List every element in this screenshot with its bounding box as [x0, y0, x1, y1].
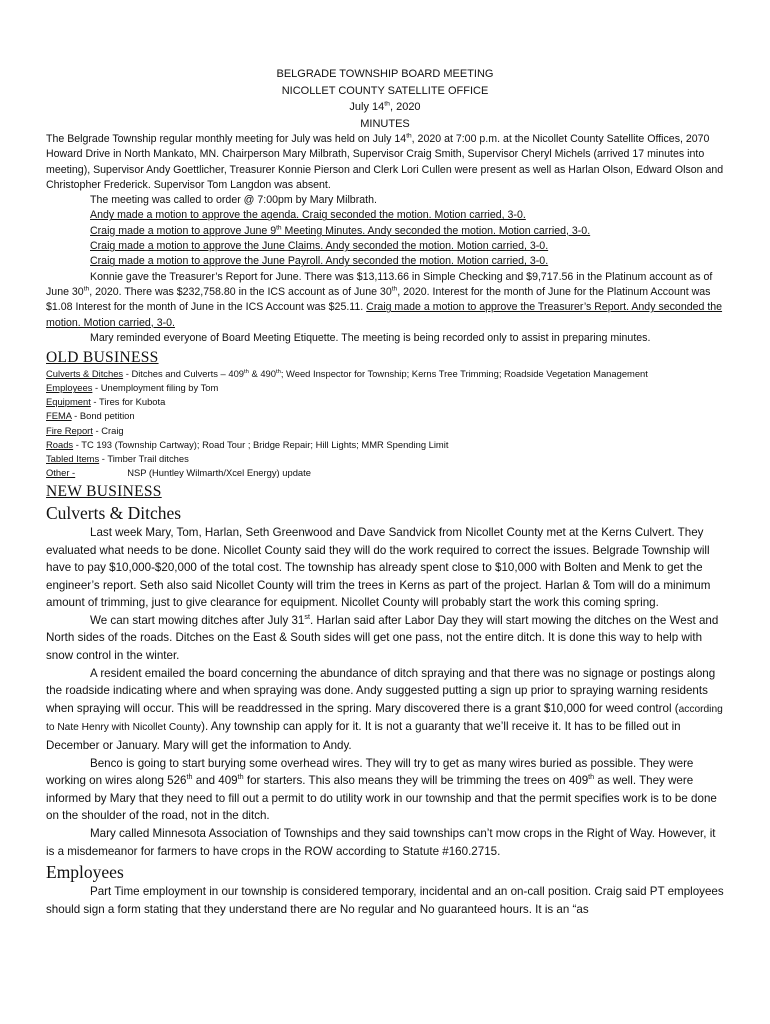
old-business-list: [46, 367, 724, 480]
employees-paragraph-1: Part Time employment in our township is considered temporary, incidental and an on-call position. Craig said PT employees should sign a form stating that they understand there are No regular and No guaranteed hours. It is an “as: [46, 885, 724, 916]
old-item-culverts: Culverts & Ditches - Ditches and Culverts – 409th & 490th; Weed Inspector for Township; Kerns Tree Trimming; Roadside Vegetation Management: [46, 368, 648, 380]
header-minutes: MINUTES: [360, 117, 410, 130]
new-business-heading: NEW BUSINESS: [46, 482, 162, 500]
etiquette-note: Mary reminded everyone of Board Meeting Etiquette. The meeting is being recorded only to assist in preparing minutes.: [90, 331, 651, 344]
old-item-fire-report: Fire Report - Craig: [46, 424, 124, 436]
old-business-heading: OLD BUSINESS: [46, 349, 159, 367]
old-item-roads: Roads - TC 193 (Township Cartway); Road Tour ; Bridge Repair; Hill Lights; MMR Spending Limit: [46, 438, 449, 450]
culverts-paragraph-1: Last week Mary, Tom, Harlan, Seth Greenwood and Dave Sandvick from Nicollet County met at the Kerns Culvert. They evaluated what needs to be done. Nicollet County said they will do the work required to correct the issues. Belgrade Township will have to pay $10,000-$20,000 of the total cost. The township has already spent close to $10,000 with Bolten and Menk to get the engineer’s report. Seth also said Nicollet County will trim the trees in Kerns as part of the project. Harlan & Tom will do a minimum amount of trimming, just to give clearance for equipment. Nicollet County will probably start the work this coming spring.: [46, 525, 711, 610]
motion-minutes: Craig made a motion to approve June 9th Meeting Minutes. Andy seconded the motion. Motion carried, 3-0.: [90, 224, 591, 237]
motion-claims: Craig made a motion to approve the June Claims. Andy seconded the motion. Motion carried, 3-0.: [90, 240, 549, 253]
old-item-fema: FEMA - Bond petition: [46, 410, 135, 422]
called-to-order: The meeting was called to order @ 7:00pm by Mary Milbrath.: [90, 194, 377, 207]
header-date: July 14th, 2020: [349, 100, 421, 113]
motion-treasurer: Craig made a motion to approve the Treasurer’s Report. Andy seconded the motion. Motion carried, 3-0.: [46, 301, 723, 329]
culverts-heading: Culverts & Ditches: [46, 502, 182, 523]
motion-agenda: Andy made a motion to approve the agenda. Craig seconded the motion. Motion carried, 3-0.: [90, 209, 526, 222]
culverts-paragraph-5: Mary called Minnesota Association of Townships and they said townships can’t mow crops in the Right of Way. However, it is a misdemeanor for farmers to have crops in the ROW according to Statute #160.2715.: [46, 827, 716, 858]
document-page: [46, 66, 724, 918]
old-item-equipment: Equipment - Tires for Kubota: [46, 396, 166, 408]
culverts-paragraph-2: We can start mowing ditches after July 31st. Harlan said after Labor Day they will start mowing the ditches on the West and North sides of the roads. Ditches on the East & South sides will get one pass, not the entire ditch. It is done this way to help with snow control in the winter.: [46, 612, 719, 663]
old-item-employees: Employees - Unemployment filing by Tom: [46, 382, 219, 394]
employees-heading: Employees: [46, 862, 124, 883]
culverts-paragraph-3: A resident emailed the board concerning the abundance of ditch spraying and that there was no signage or postings along the roadside indicating where and when spraying was done. Andy suggested putting a sign up prior to spraying warning residents when spraying will occur. This will be readdressed in the spring. Mary discovered there is a grant $10,000 for weed control (according to Nate Henry with Nicollet County). Any township can apply for it. It is not a guaranty that we’ll receive it. It has to be filled out in December or January. Mary will get the information to Andy.: [46, 666, 723, 753]
old-item-tabled: Tabled Items - Timber Trail ditches: [46, 452, 189, 464]
document-header: [46, 66, 724, 132]
treasurer-report: Konnie gave the Treasurer’s Report for June. There was $13,113.66 in Simple Checking and $9,717.56 in the Platinum account as of June 30th, 2020. There was $232,758.80 in the ICS account as of June 30th, 2020. Interest for the month of June for the Platinum Account was $1.08 Interest for the month of June in the ICS Account was $25.11. Craig made a motion to approve the Treasurer’s Report. Andy seconded the motion. Motion carried, 3-0.: [46, 270, 723, 329]
old-item-other: Other - NSP (Huntley Wilmarth/Xcel Energy) update: [46, 466, 311, 478]
header-line-1: BELGRADE TOWNSHIP BOARD MEETING: [276, 68, 494, 80]
intro-paragraph: The Belgrade Township regular monthly meeting for July was held on July 14th, 2020 at 7:00 p.m. at the Nicollet County Satellite Offices, 2070 Howard Drive in North Mankato, MN. Chairperson Mary Milbrath, Supervisor Craig Smith, Supervisor Cheryl Michels (arrived 17 minutes into meeting), Supervisor Andy Goettlicher, Treasurer Konnie Pierson and Clerk Lori Cullen were present as well as Harlan Olson, Edward Olson and Christopher Frederick. Supervisor Tom Langdon was absent.: [46, 132, 724, 191]
motion-payroll: Craig made a motion to approve the June Payroll. Andy seconded the motion. Motion carried, 3-0.: [90, 255, 549, 268]
header-line-2: NICOLLET COUNTY SATELLITE OFFICE: [281, 84, 489, 97]
culverts-paragraph-4: Benco is going to start burying some overhead wires. They will try to get as many wires buried as possible. They were working on wires along 526th and 409th for starters. This also means they will be trimming the trees on 409th as well. They were informed by Mary that they need to fill out a permit to do utility work in our township and that the permit specifies work is to be done on the shoulder of the road, not in the ditch.: [46, 756, 717, 823]
